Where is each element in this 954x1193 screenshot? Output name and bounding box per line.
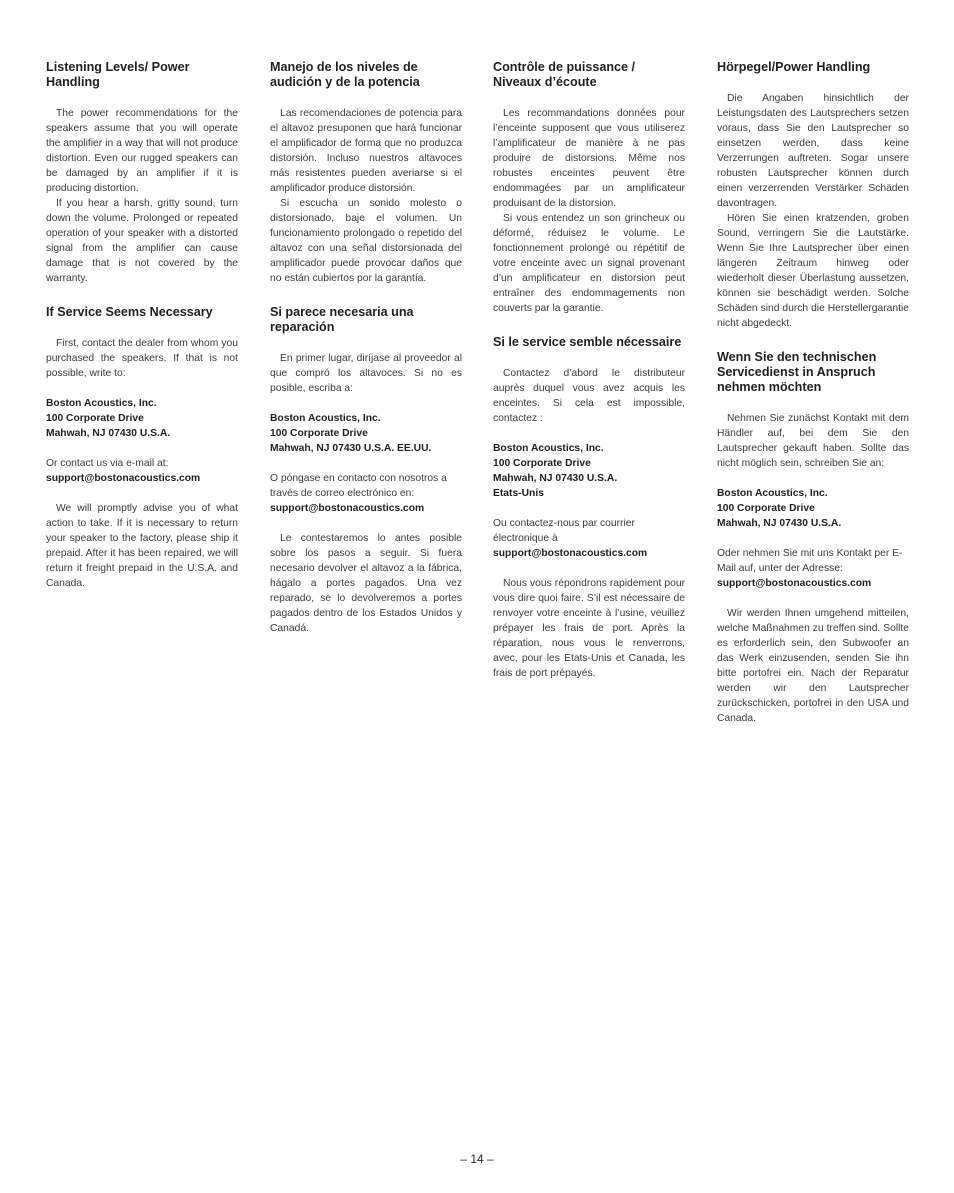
support-email: support@bostonacoustics.com (493, 548, 648, 559)
section-heading-service: If Service Seems Necessary (46, 305, 213, 319)
paragraph-harsh-sound: Si escucha un sonido molesto o distorsionado, baje el volumen. Un funcionamiento prolongado o repetido del altavoz con una señal distorsionada del amplificador puede provocar daños que no están cubiertos por la garantía. (270, 198, 462, 284)
paragraph-advise: Le contestaremos lo antes posible sobre los pasos a seguir. Si fuera necesario devolver el altavoz a la fábrica, hágalo a portes pagados. Una vez reparado, se lo devolveremos a portes pagados dentro de los Estados Unidos y Canadá. (270, 533, 462, 634)
section-heading-service: Si le service semble nécessaire (493, 335, 682, 349)
column-french (493, 60, 685, 681)
address-street: 100 Corporate Drive (717, 503, 815, 514)
email-intro: Oder nehmen Sie mit uns Kontakt per E-Mail auf, unter der Adresse: (717, 548, 903, 574)
email-intro: Ou contactez-nous par courrier électronique à (493, 518, 635, 544)
paragraph-contact-dealer: Nehmen Sie zunächst Kontakt mit dem Händler auf, bei dem Sie den Lautsprecher gekauft haben. Sollte das nicht möglich sein, schreiben Sie an: (717, 413, 909, 469)
address-company: Boston Acoustics, Inc. (493, 443, 604, 454)
email-intro: O póngase en contacto con nosotros a través de correo electrónico en: (270, 473, 447, 499)
email-intro: Or contact us via e-mail at: (46, 458, 169, 469)
address-street: 100 Corporate Drive (46, 413, 144, 424)
section-heading-listening-levels: Contrôle de puissance / Niveaux d’écoute (493, 60, 636, 89)
address-country: Etats-Unis (493, 488, 544, 499)
page-number: – 14 – (460, 1152, 494, 1166)
paragraph-harsh-sound: Hören Sie einen kratzenden, groben Sound, verringern Sie die Lautstärke. Wenn Sie Ihre Lautsprecher über einen längeren Zeitraum hinweg oder wiederholt dieser Überlastung aussetzen, können sie beschädigt werden. Solche Schäden sind durch die Herstellergarantie nicht abgedeckt. (717, 213, 909, 329)
mailing-address (46, 396, 238, 441)
address-company: Boston Acoustics, Inc. (717, 488, 828, 499)
paragraph-harsh-sound: If you hear a harsh, gritty sound, turn down the volume. Prolonged or repeated operation of your speaker with a distorted signal from the amplifier can cause damage that is not covered by the warranty. (46, 198, 238, 284)
paragraph-power-recommendations: The power recommendations for the speakers assume that you will operate the amplifier in a way that will not produce distortion. Even our rugged speakers can be damaged by an amplifier if it is producing distortion. (46, 108, 238, 194)
section-heading-listening-levels: Listening Levels/ Power Handling (46, 60, 190, 89)
paragraph-power-recommendations: Las recomendaciones de potencia para el altavoz presuponen que hará funcionar el amplificador de forma que no produzca distorsión. Incluso nuestros altavoces más resistentes pueden averiarse si el amplificador produce distorsión. (270, 108, 462, 194)
paragraph-power-recommendations: Les recommandations données pour l’enceinte supposent que vous utiliserez l’amplificateur de manière à ne pas produire de distorsions. Même nos robustes enceintes peuvent être endommagées par un amplificateur produisant de la distorsion. (493, 108, 685, 209)
paragraph-advise: Wir werden Ihnen umgehend mitteilen, welche Maßnahmen zu treffen sind. Sollte es erforderlich sein, den Subwoofer an das Werk einzusenden, senden Sie ihn bitte portofrei ein. Nach der Reparatur werden wir den Lautsprecher zurückschicken, portofrei in den USA und Canada. (717, 608, 909, 724)
support-email: support@bostonacoustics.com (46, 473, 201, 484)
mailing-address (270, 411, 462, 456)
paragraph-contact-dealer: Contactez d’abord le distributeur auprès duquel vous avez acquis les enceintes. Si cela est impossible, contactez : (493, 368, 685, 424)
address-city: Mahwah, NJ 07430 U.S.A. (717, 518, 842, 529)
paragraph-harsh-sound: Si vous entendez un son grincheux ou déformé, réduisez le volume. Le fonctionnement prolongé ou répétitif de votre enceinte avec un signal provenant d’un amplificateur en distorsion peut entraîner des endommagements non couverts par la garantie. (493, 213, 685, 314)
section-heading-service: Si parece necesaria una reparación (270, 305, 414, 334)
address-city: Mahwah, NJ 07430 U.S.A. EE.UU. (270, 443, 432, 454)
section-heading-service: Wenn Sie den technischen Servicedienst in Anspruch nehmen möchten (717, 350, 877, 394)
column-spanish (270, 60, 462, 636)
support-email: support@bostonacoustics.com (717, 578, 872, 589)
paragraph-advise: We will promptly advise you of what action to take. If it is necessary to return your speaker to the factory, please ship it prepaid. After it has been repaired, we will return it freight prepaid in the U.S.A. and Canada. (46, 503, 238, 589)
address-company: Boston Acoustics, Inc. (270, 413, 381, 424)
address-city: Mahwah, NJ 07430 U.S.A. (46, 428, 171, 439)
column-english (46, 60, 238, 591)
paragraph-power-recommendations: Die Angaben hinsichtlich der Leistungsdaten des Lautsprechers setzen voraus, dass Sie den Lautsprecher so einsetzen werden, dass keine Verzerrungen auftreten. Sogar unsere robusten Lautsprecher können durch einen verzerrenden Verstärker Schäden davontragen. (717, 93, 909, 209)
support-email: support@bostonacoustics.com (270, 503, 425, 514)
paragraph-contact-dealer: First, contact the dealer from whom you purchased the speakers. If that is not possible, write to: (46, 338, 238, 379)
section-heading-listening-levels: Hörpegel/Power Handling (717, 60, 871, 74)
address-street: 100 Corporate Drive (493, 458, 591, 469)
mailing-address (493, 441, 685, 501)
paragraph-advise: Nous vous répondrons rapidement pour vous dire quoi faire. S’il est nécessaire de renvoyer votre enceinte à l’usine, veuillez prépayer les frais de port. Après la réparation, nous vous le renverrons, avec, pour les Etats-Unis et Canada, les frais de port prépayés. (493, 578, 685, 679)
address-city: Mahwah, NJ 07430 U.S.A. (493, 473, 618, 484)
address-street: 100 Corporate Drive (270, 428, 368, 439)
address-company: Boston Acoustics, Inc. (46, 398, 157, 409)
column-german (717, 60, 909, 726)
section-heading-listening-levels: Manejo de los niveles de audición y de la potencia (270, 60, 420, 89)
paragraph-contact-dealer: En primer lugar, diríjase al proveedor al que compró los altavoces. Si no es posible, escriba a: (270, 353, 462, 394)
mailing-address (717, 486, 909, 531)
